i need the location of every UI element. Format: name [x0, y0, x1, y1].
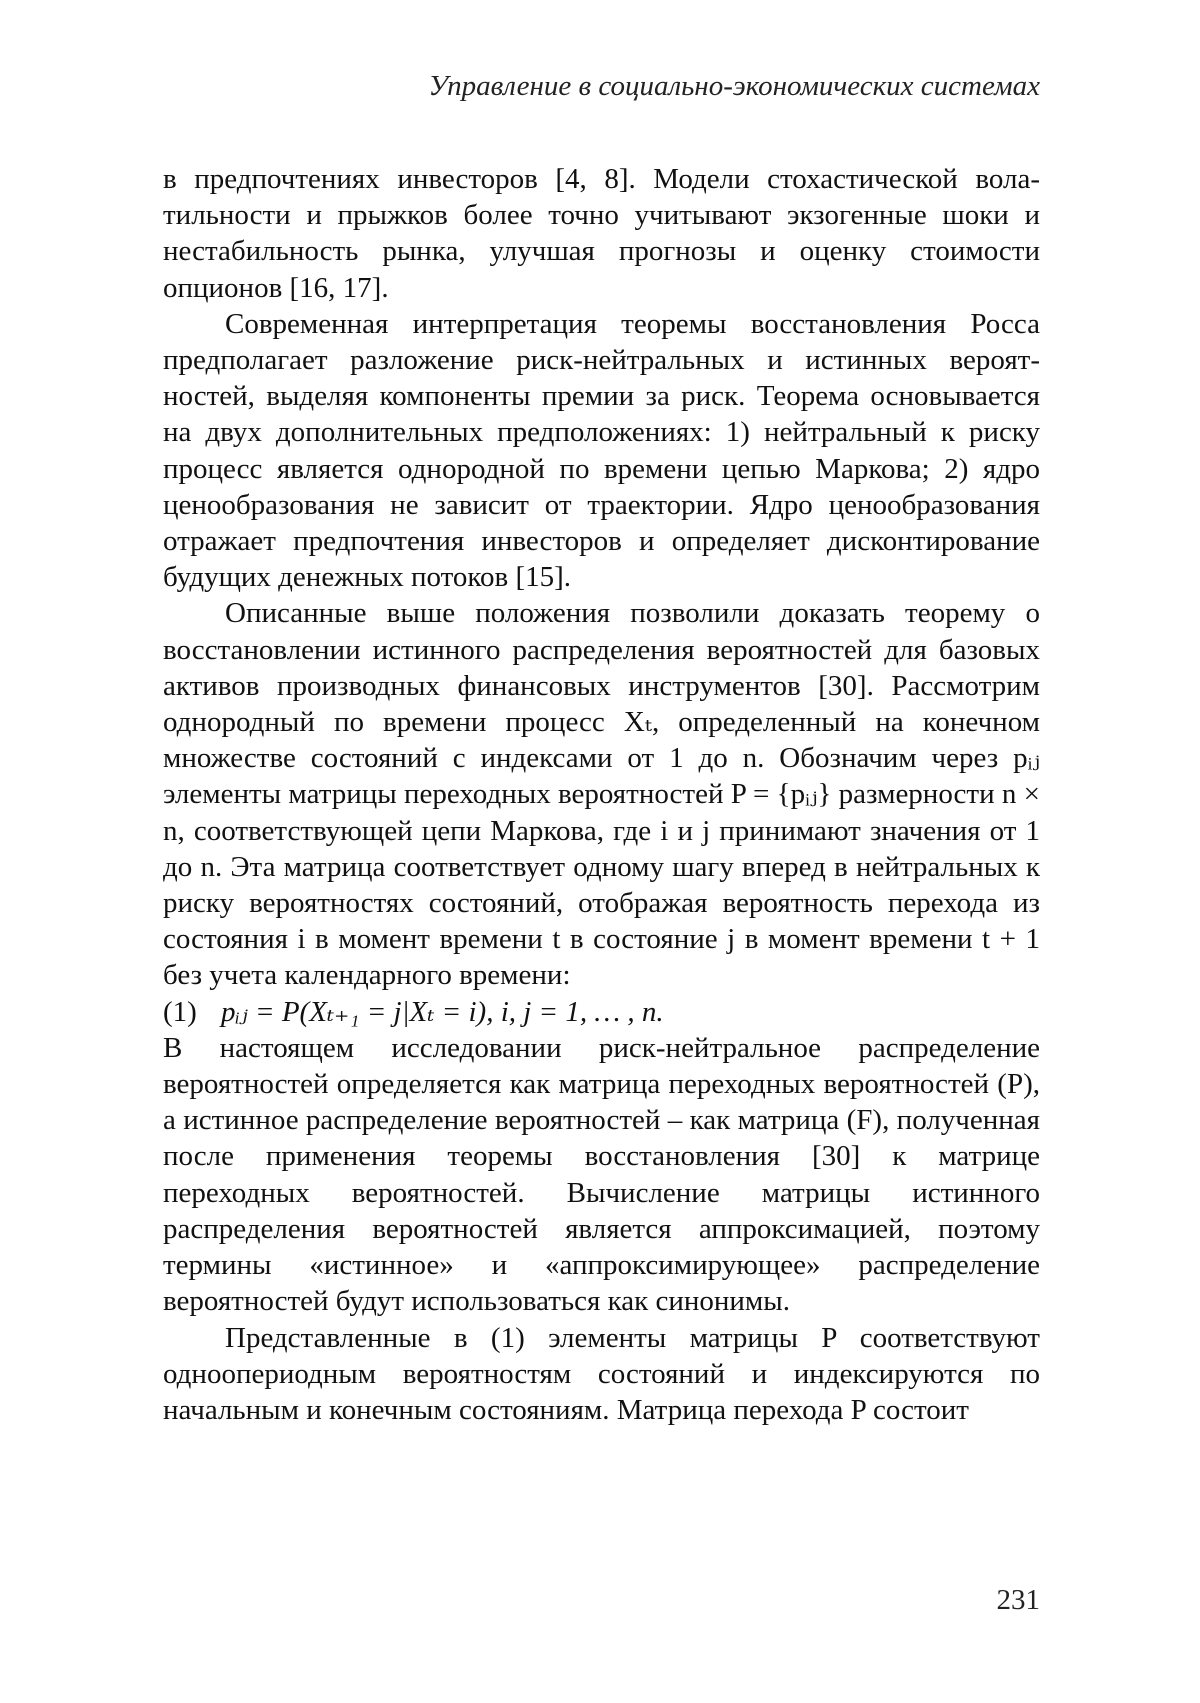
book-page	[0, 0, 1200, 1703]
paragraph-2: Современная интерпретация теоремы восстановления Росса предполагает разложение риск-нейтральных и истинных вероят­ностей, выделяя компоненты премии за риск. Теорема основыва­ется на двух дополнительных предположениях: 1) нейтральный к риску процесс является однородной по времени цепью Мар­кова; 2) ядро ценообразования не зависит от траектории. Ядро це­нообразования отражает предпочтения инвесторов и определяет дисконтирование будущих денежных потоков [15].	[163, 306, 1040, 596]
paragraph-4: В настоящем исследовании риск-нейтральное распределение вероятностей определяется как матрица переходных вероятно­стей (P), а истинное распределение вероятностей – как матрица (F), полученная после применения теоремы восстановления [30] к матрице переходных вероятностей. Вычисление матрицы ис­тинного распределения вероятностей является аппроксимацией, поэтому термины «истинное» и «аппроксимирующее» распреде­ление вероятностей будут использоваться как синонимы.	[163, 1030, 1040, 1320]
paragraph-3: Описанные выше положения позволили доказать теорему о восстановлении истинного распределения вероятностей для ба­зовых активов производных финансовых инструментов [30]. Рас­смотрим однородный по времени процесс Xₜ, определенный на конечном множестве состояний с индексами от 1 до n. Обозна­чим через pᵢⱼ элементы матрицы переходных вероятностей P = {pᵢⱼ} размерности n × n, соответствующей цепи Маркова, где i и j принимают значения от 1 до n. Эта матрица соответ­ствует одному шагу вперед в нейтральных к риску вероятностях состояний, отображая вероятность перехода из состояния i в мо­мент времени t в состояние j в момент времени t + 1 без учета календарного времени:	[163, 595, 1040, 993]
paragraph-5: Представленные в (1) элементы матрицы P соответствуют одноопериодным вероятностям состояний и индексируются по начальным и конечным состояниям. Матрица перехода P состоит	[163, 1320, 1040, 1429]
paragraph-1: в предпочтениях инвесторов [4, 8]. Модели стохастической вола­тильности и прыжков более точно учитывают экзогенные шоки и нестабильность рынка, улучшая прогнозы и оценку стоимости опционов [16, 17].	[163, 161, 1040, 306]
running-header: Управление в социально-экономических системах	[428, 70, 1040, 103]
page-number: 231	[997, 1584, 1041, 1617]
equation-number: (1)	[163, 994, 221, 1030]
equation-expression: pᵢⱼ = P(Xₜ₊₁ = j|Xₜ = i), i, j = 1, … , n.	[221, 996, 664, 1028]
body-text	[163, 161, 1040, 1428]
equation-1	[163, 994, 1040, 1030]
